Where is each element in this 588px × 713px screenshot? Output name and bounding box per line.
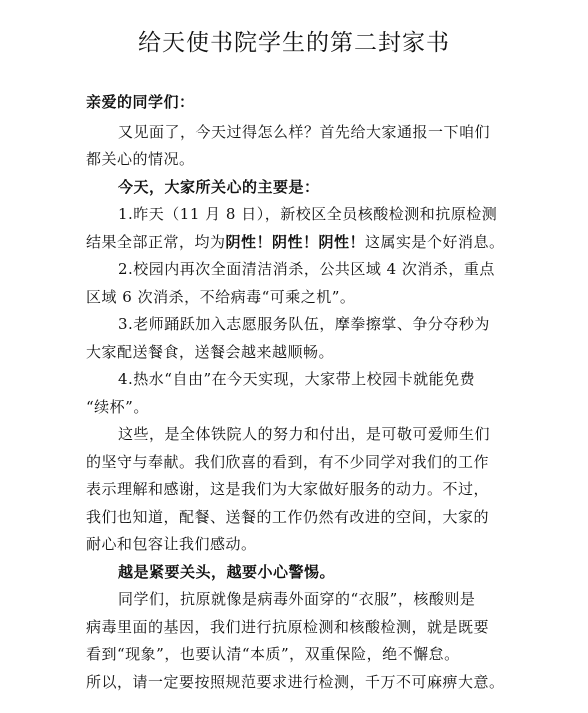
- section2-heading: 越是紧要关头，越要小心警惕。: [118, 562, 336, 581]
- item4-line-1: 4.热水“自由”在今天实现，大家带上校园卡就能免费: [118, 370, 476, 388]
- greeting: 亲爱的同学们：: [86, 93, 195, 111]
- virus-line-2: 病毒里面的基因，我们进行抗原检测和核酸检测，就是既要: [86, 617, 490, 636]
- virus-line-1: 同学们，抗原就像是病毒外面穿的“衣服”，核酸则是: [118, 590, 476, 608]
- intro-line-2: 都关心的情况。: [86, 150, 195, 168]
- virus-line-3: 看到“现象”，也要认清“本质”，双重保险，绝不懈怠。: [86, 645, 460, 663]
- item1-line-2-before: 结果全部正常，均为: [86, 232, 226, 251]
- section1-heading: 今天，大家所关心的主要是：: [118, 177, 320, 196]
- item1-line-1: 1.昨天（11 月 8 日），新校区全员核酸检测和抗原检测: [118, 205, 498, 223]
- item4-line-2: “续杯”。: [86, 397, 149, 416]
- item2-line-2: 区域 6 次消杀，不给病毒“可乘之机”。: [86, 287, 356, 306]
- negative-result-emphasis: 阴性！阴性！阴性！: [225, 232, 366, 251]
- thanks-line-3: 表示理解和感谢，这是我们为大家做好服务的动力。不过，: [86, 480, 490, 498]
- thanks-line-2: 的坚守与奉献。我们欣喜的看到，有不少同学对我们的工作: [86, 452, 490, 471]
- virus-line-4: 所以，请一定要按照规范要求进行检测，千万不可麻痹大意。: [86, 672, 505, 691]
- thanks-line-1: 这些，是全体铁院人的努力和付出，是可敬可爱师生们: [118, 425, 491, 443]
- thanks-line-4: 我们也知道，配餐、送餐的工作仍然有改进的空间，大家的: [86, 507, 490, 526]
- thanks-line-5: 耐心和包容让我们感动。: [86, 535, 257, 553]
- page-title: 给天使书院学生的第二封家书: [138, 30, 450, 56]
- item1-line-2: [86, 229, 520, 257]
- item1-line-2-after: 这属实是个好消息。: [365, 232, 505, 251]
- item2-line-1: 2.校园内再次全面清洁消杀，公共区域 4 次消杀，重点: [118, 260, 495, 278]
- item3-line-2: 大家配送餐食，送餐会越来越顺畅。: [86, 342, 335, 361]
- item3-line-1: 3.老师踊跃加入志愿服务队伍，摩拳擦掌、争分夺秒为: [118, 315, 490, 333]
- intro-line-1: 又见面了，今天过得怎么样？首先给大家通报一下咱们: [118, 122, 491, 141]
